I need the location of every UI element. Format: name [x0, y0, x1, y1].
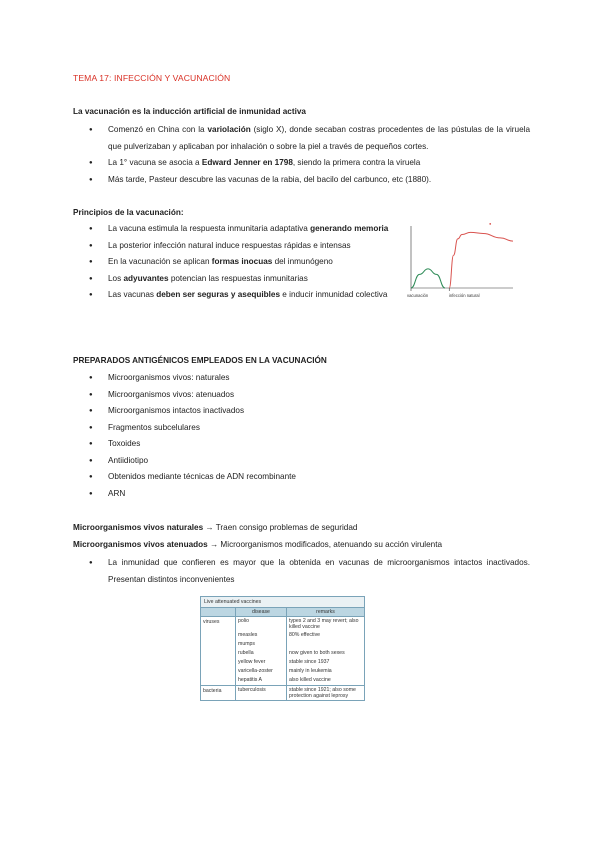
table-row [235, 686, 364, 700]
section-heading-principios: Principios de la vacunación: [73, 208, 184, 217]
list-item: ● La 1° vacuna se asocia a Edward Jenner en 1798, siendo la primera contra la viruela [73, 155, 530, 172]
section-heading-vacunacion: La vacunación es la inducción artificial de inmunidad activa [73, 107, 306, 116]
list-item: ● Microorganismos intactos inactivados [73, 403, 530, 420]
x-label-vacunacion: vacunación [407, 293, 429, 298]
list-item: ● En la vacunación se aplican formas inocuas del inmunógeno [73, 254, 395, 271]
cell: 80% effective [286, 631, 364, 640]
list-item: ● La posterior infección natural induce respuestas rápidas e intensas [73, 238, 395, 255]
live-attenuated-vaccines-table [200, 596, 365, 701]
table-row [235, 640, 364, 649]
list-item: ● Microorganismos vivos: naturales [73, 370, 530, 387]
list-item: ● Más tarde, Pasteur descubre las vacunas de la rabia, del bacilo del carbunco, etc (1880). [73, 172, 530, 189]
cell: tuberculosis [235, 686, 286, 700]
history-list [73, 122, 530, 188]
cell: measles [235, 631, 286, 640]
cell: polio [235, 617, 286, 631]
table-row [235, 617, 364, 631]
list-item: ● Los adyuvantes potencian las respuestas inmunitarias [73, 271, 395, 288]
cell: varicella-zoster [235, 667, 286, 676]
cell: yellow fever [235, 658, 286, 667]
list-item: ● La vacuna estimula la respuesta inmunitaria adaptativa generando memoria [73, 221, 395, 238]
table-row [235, 667, 364, 676]
series-line-1 [449, 232, 513, 288]
series-line-0 [411, 269, 445, 288]
table-row [235, 676, 364, 685]
cell: now given to both sexes [286, 649, 364, 658]
section-heading-preparados: PREPARADOS ANTIGÉNICOS EMPLEADOS EN LA VACUNACIÓN [73, 356, 327, 365]
header-cell: remarks [286, 608, 364, 616]
cell: also killed vaccine [286, 676, 364, 685]
list-item: ● Comenzó en China con la variolación (siglo X), donde secaban costras procedentes de las pústulas de la viruela que pulverizaban y aplicaban por inhalación o sobre la piel a través de pequeños cortes. [73, 122, 530, 155]
legend-marker: ● [489, 221, 492, 226]
principles-list [73, 221, 395, 304]
cell: rubella [235, 649, 286, 658]
list-item: ● Las vacunas deben ser seguras y asequibles e inducir inmunidad colectiva [73, 287, 395, 304]
cell [286, 640, 364, 649]
table-caption: Live attenuated vaccines [201, 597, 364, 608]
list-item: ● Obtenidos mediante técnicas de ADN recombinante [73, 469, 530, 486]
table-row [235, 649, 364, 658]
cell: mumps [235, 640, 286, 649]
group-label: bacteria [203, 688, 222, 694]
group-label: viruses [203, 619, 220, 625]
table-group-bacteria [201, 686, 364, 700]
immune-response-chart [405, 220, 517, 302]
list-item: ● Fragmentos subcelulares [73, 420, 530, 437]
header-cell [201, 608, 235, 616]
x-label-infeccion: infección natural [449, 293, 480, 298]
page-title: TEMA 17: INFECCIÓN Y VACUNACIÓN [73, 73, 231, 83]
list-item: ● Microorganismos vivos: atenuados [73, 387, 530, 404]
cell: stable since 1937 [286, 658, 364, 667]
cell: stable since 1921; also some protection against leprosy [286, 686, 364, 700]
table-header [201, 608, 364, 617]
list-item: ● Toxoides [73, 436, 530, 453]
cell: mainly in leukemia [286, 667, 364, 676]
table-group-viruses [201, 617, 364, 686]
table-row [235, 658, 364, 667]
cell: types 2 and 3 may revert; also killed vaccine [286, 617, 364, 631]
cell: hepatitis A [235, 676, 286, 685]
line-vivos-atenuados: Microorganismos vivos atenuados → Microorganismos modificados, atenuando su acción virulenta [73, 540, 443, 549]
list-item: ● ARN [73, 486, 530, 503]
line-vivos-naturales: Microorganismos vivos naturales → Traen consigo problemas de seguridad [73, 523, 358, 532]
header-cell: disease [235, 608, 286, 616]
list-item: ● Antiidiotipo [73, 453, 530, 470]
attenuated-list [73, 555, 530, 588]
table-row [235, 631, 364, 640]
list-item: ● La inmunidad que confieren es mayor que la obtenida en vacunas de microorganismos intactos inactivados. Presentan distintos inconvenientes [73, 555, 530, 588]
preparations-list [73, 370, 530, 502]
